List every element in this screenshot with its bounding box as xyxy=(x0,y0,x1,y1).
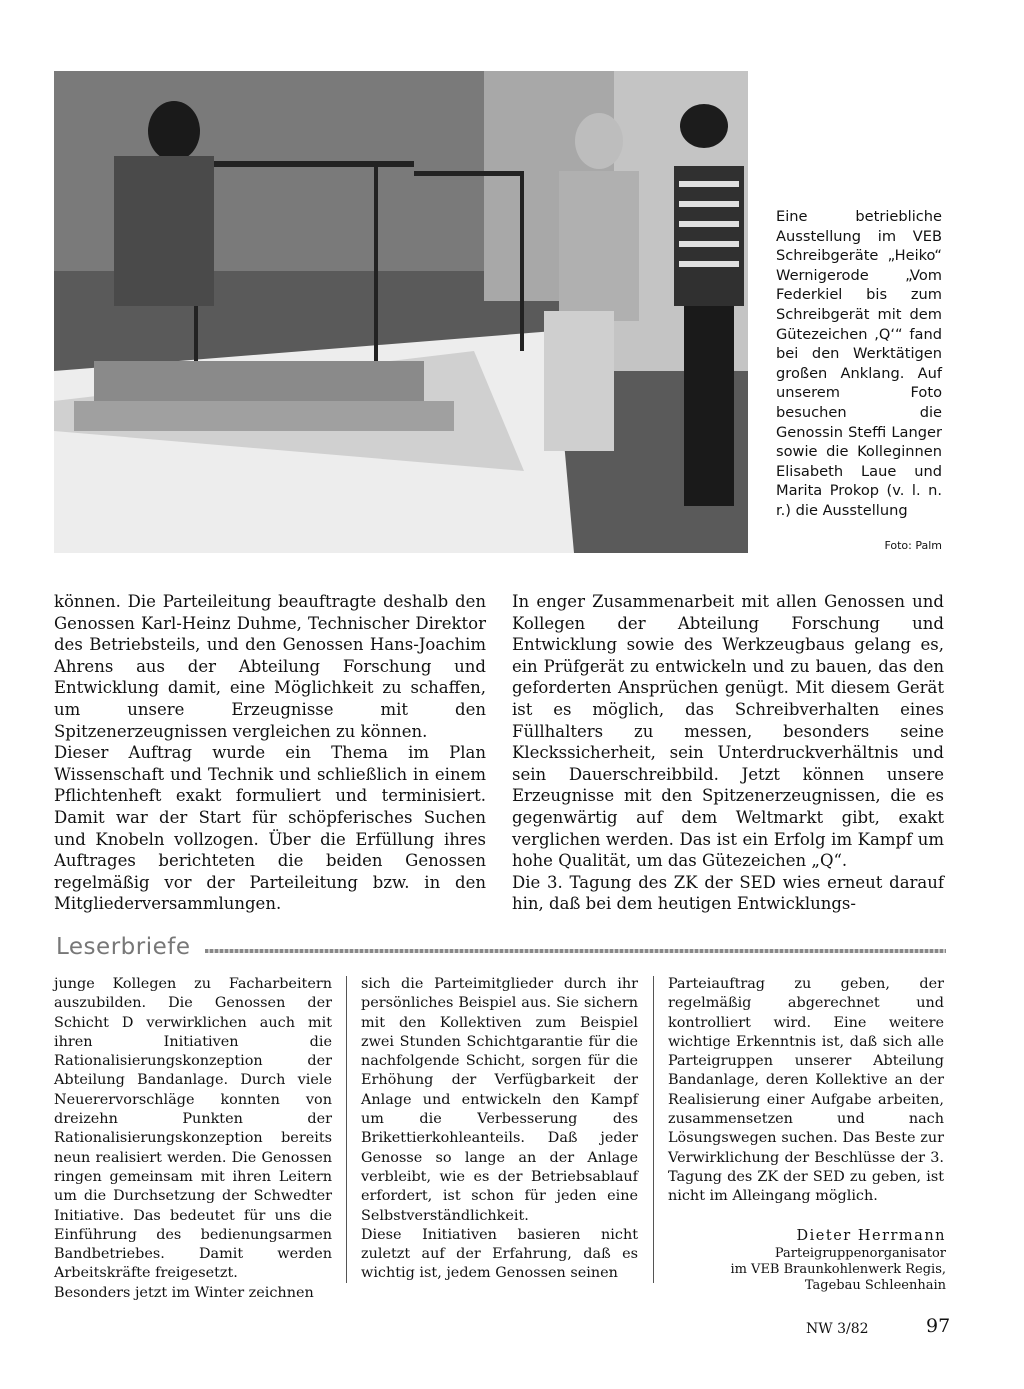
author-name: Dieter Herrmann xyxy=(796,1228,946,1244)
column-divider xyxy=(653,976,654,1283)
paragraph: sich die Parteimitglieder durch ihr persönliches Beispiel aus. Sie sichern mit den Kollektiven zum Beispiel zwei Stunden Schichtgarantie für die nachfolgende Schicht, sorgen für die Erhöhung der Verfügbarkeit der Anlage und entwickeln den Kampf um die Verbesserung des Brikettierkohleanteils. Daß jeder Genosse so lange an der Anlage verbleibt, wie es der Betriebsablauf erfordert, ist schon für jeden eine Selbstverständlichkeit. xyxy=(361,976,638,1224)
exhibition-photo xyxy=(54,71,748,553)
paragraph: Diese Initiativen basieren nicht zuletzt auf der Erfahrung, daß es wichtig ist, jedem Genossen seinen xyxy=(361,1226,638,1282)
author-employer: im VEB Braunkohlenwerk Regis, xyxy=(730,1262,946,1277)
letters-column-2 xyxy=(361,975,638,1284)
issue-number: NW 3/82 xyxy=(806,1321,869,1337)
paragraph: junge Kollegen zu Facharbeitern auszubilden. Die Genossen der Schicht D verwirklichen auch mit ihren Initiativen die Rationalisierungskonzeption der Abteilung Bandanlage. Durch viele Neuerervorschläge konnten von dreizehn Punkten der Rationalisierungskonzeption bereits neun realisiert werden. Die Genossen ringen gemeinsam mit ihren Leitern um die Durchsetzung der Schwedter Initiative. Das bedeutet für uns die Einführung des bedienungsarmen Bandbetriebes. Damit werden Arbeitskräfte freigesetzt. xyxy=(54,976,332,1282)
article-column-right xyxy=(512,591,944,915)
paragraph: Parteiauftrag zu geben, der regelmäßig abgerechnet und kontrolliert wird. Eine weitere wichtige Erkenntnis ist, daß sich alle Parteigruppen unserer Abteilung Bandanlage, deren Kollektive an der Realisierung einer Aufgabe arbeiten, zusammensetzen und nach Lösungswegen suchen. Das Beste zur Verwirklichung der Beschlüsse der 3. Tagung des ZK der SED zu geben, ist nicht im Alleingang möglich. xyxy=(668,976,944,1205)
section-rule xyxy=(205,949,947,953)
letters-column-1 xyxy=(54,975,332,1303)
author-signature xyxy=(700,1226,946,1294)
column-divider xyxy=(346,976,347,1283)
letters-column-3 xyxy=(668,975,944,1207)
section-title: Leserbriefe xyxy=(56,934,191,960)
photo-credit: Foto: Palm xyxy=(884,539,942,552)
author-role: Parteigruppenorganisator xyxy=(774,1246,946,1261)
paragraph: In enger Zusammenarbeit mit allen Genossen und Kollegen der Abteilung Forschung und Entwicklung sowie des Werkzeugbaus gelang es, ein Prüfgerät zu entwickeln und zu bauen, das den geforderten Ansprüchen genügt. Mit diesem Gerät ist es möglich, das Schreibverhalten eines Füllhalters zu messen, besonders seine Kleckssicherheit, sein Unterdruckverhältnis und sein Dauerschreibbild. Jetzt können unsere Erzeugnisse mit den Spitzenerzeugnissen, die es gegenwärtig auf dem Weltmarkt gibt, exakt verglichen werden. Das ist ein Erfolg im Kampf um hohe Qualität, um das Gütezeichen „Q“. xyxy=(512,592,944,871)
photo-illustration xyxy=(54,71,748,553)
paragraph: Die 3. Tagung des ZK der SED wies erneut darauf hin, daß bei dem heutigen Entwicklungs- xyxy=(512,872,944,914)
section-heading xyxy=(56,930,946,964)
paragraph: Dieser Auftrag wurde ein Thema im Plan Wissenschaft und Technik und schließlich in einem Pflichtenheft exakt formuliert und terminisiert. Damit war der Start für schöpferisches Suchen und Knobeln vollzogen. Über die Erfüllung ihres Auftrages berichteten die beiden Genossen regelmäßig vor der Parteileitung bzw. in den Mitgliederversammlungen. xyxy=(54,743,486,914)
author-location: Tagebau Schleenhain xyxy=(804,1278,946,1293)
page-number: 97 xyxy=(926,1315,951,1337)
paragraph: können. Die Parteileitung beauftragte deshalb den Genossen Karl-Heinz Duhme, Technischer Direktor des Betriebsteils, und den Genossen Hans-Joachim Ahrens aus der Abteilung Forschung und Entwicklung damit, eine Möglichkeit zu schaffen, um unsere Erzeugnisse mit den Spitzenerzeugnissen vergleichen zu können. xyxy=(54,592,486,741)
photo-caption: Eine betriebliche Ausstellung im VEB Schreibgeräte „Heiko“ Wernigerode „Vom Federkiel bis zum Schreibgerät mit dem Gütezeichen ,Q‘“ fand bei den Werktätigen großen Anklang. Auf unserem Foto besuchen die Genossin Steffi Langer sowie die Kolleginnen Elisabeth Laue und Marita Prokop (v. l. n. r.) die Ausstellung xyxy=(776,208,942,519)
article-column-left xyxy=(54,591,486,915)
paragraph: Besonders jetzt im Winter zeichnen xyxy=(54,1284,314,1301)
